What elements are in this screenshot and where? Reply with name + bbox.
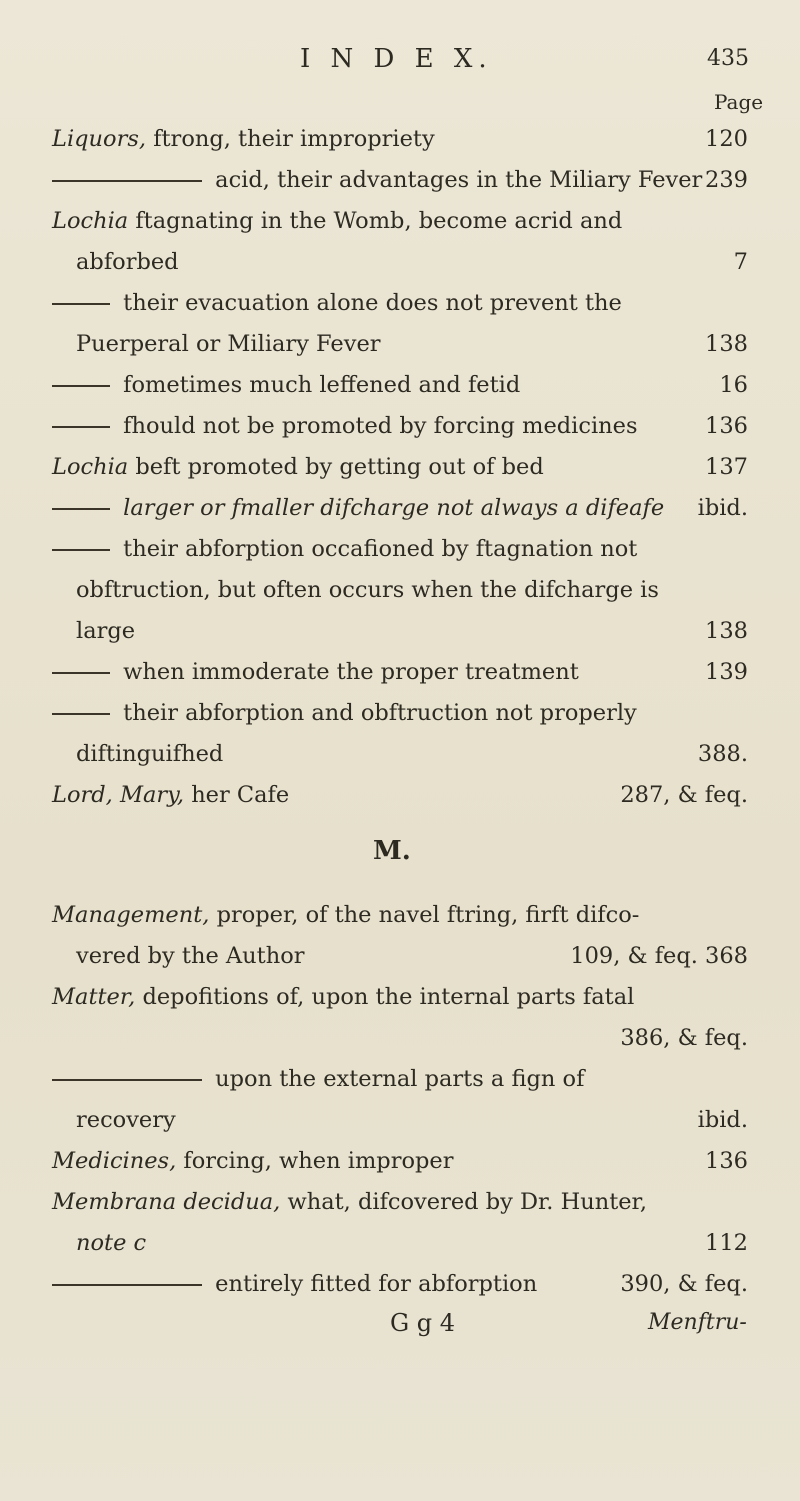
index-entry-continued [76,573,766,607]
entry-head: Matter, [52,984,143,1010]
entry-page: 138 [705,331,748,357]
entry-text: fhould not be promoted by forcing medicines [123,413,638,439]
entry-text: proper, of the navel ftring, firft difco- [216,902,640,928]
entry-text: large [76,618,136,644]
ditto-dash [52,713,110,715]
index-entry [52,1062,742,1096]
entry-head: Liquors, [52,126,154,152]
index-entry [52,163,703,197]
index-entry [52,450,652,484]
ditto-dash [52,1079,202,1081]
index-entry-continued [76,327,636,361]
ditto-dash [52,508,110,510]
index-entry [52,286,742,320]
ditto-dash [52,549,110,551]
entry-text: forcing, when improper [183,1148,454,1174]
entry-text: ftrong, their impropriety [153,126,435,152]
page-number: 435 [707,46,749,71]
index-entry [52,898,742,932]
index-entry [52,409,652,443]
page-header [0,44,800,80]
entry-text: larger or fmaller difcharge not always a difeafe [123,495,665,521]
index-entry [52,1185,742,1219]
entry-head: Lochia [52,208,136,234]
running-title: I N D E X. [300,44,493,74]
entry-page: 139 [705,659,748,685]
entry-page: ibid. [697,1107,748,1133]
entry-page: 7 [733,249,748,275]
entry-text: depofitions of, upon the internal parts fatal [142,984,635,1010]
index-entry [52,1267,612,1301]
index-entry [52,122,652,156]
entry-head: Membrana decidua, [52,1189,288,1215]
entry-page: 137 [705,454,748,480]
signature-mark: G g 4 [390,1309,456,1337]
entry-page: 109, & feq. 368 [570,943,748,969]
index-entry-continued [76,614,636,648]
index-entry-continued [76,245,636,279]
entry-page: ibid. [697,495,748,521]
entry-text: vered by the Author [76,943,305,969]
index-entry [52,491,665,525]
entry-page: 386, & feq. [620,1025,748,1051]
ditto-dash [52,672,110,674]
entry-text: their evacuation alone does not prevent the [123,290,622,316]
entry-page: 388. [697,741,748,767]
entry-page: 287, & feq. [620,782,748,808]
entry-text: her Cafe [191,782,290,808]
index-entry [52,1144,652,1178]
entry-text: beft promoted by getting out of bed [135,454,544,480]
entry-text: ftagnating in the Womb, become acrid and [135,208,623,234]
entry-text: fometimes much leffened and fetid [123,372,521,398]
entry-text: recovery [76,1107,176,1133]
page-column-label: Page [714,90,764,114]
ditto-dash [52,180,202,182]
index-entry-continued [76,1226,636,1260]
entry-text: what, difcovered by Dr. Hunter, [287,1189,647,1215]
entry-text: entirely fitted for abforption [215,1271,538,1297]
entry-head: Lochia [52,454,136,480]
entry-text: obftruction, but often occurs when the difcharge is [76,577,659,603]
entry-head: Lord, Mary, [52,782,192,808]
entry-page: 136 [705,413,748,439]
entry-page: 138 [705,618,748,644]
entry-page: 390, & feq. [620,1271,748,1297]
index-entry [52,532,742,566]
entry-head: Medicines, [52,1148,184,1174]
entry-text: their abforption occafioned by ftagnation not [123,536,638,562]
entry-page: 136 [705,1148,748,1174]
index-entry-continued [76,1103,636,1137]
ditto-dash [52,1284,202,1286]
entry-head: Management, [52,902,217,928]
ditto-dash [52,426,110,428]
entry-text: diftinguifhed [76,741,224,767]
index-entry [52,696,742,730]
entry-page: 16 [719,372,748,398]
entry-page: 239 [705,167,748,193]
entry-text: when immoderate the proper treatment [123,659,579,685]
index-entry [52,778,532,812]
section-letter: M. [373,836,411,866]
ditto-dash [52,385,110,387]
index-entry [52,655,652,689]
index-entry [52,204,742,238]
entry-text: upon the external parts a fign of [215,1066,585,1092]
entry-page: 120 [705,126,748,152]
entry-text: abforbed [76,249,179,275]
index-entry-continued [76,939,496,973]
entry-text: Puerperal or Miliary Fever [76,331,381,357]
entry-text: their abforption and obftruction not properly [123,700,637,726]
entry-page: 112 [705,1230,748,1256]
index-entry [52,980,742,1014]
index-entry [52,368,652,402]
entry-text: note c [76,1230,147,1256]
ditto-dash [52,303,110,305]
entry-text: acid, their advantages in the Miliary Fever [215,167,703,193]
index-entry-continued [76,737,636,771]
catchword: Menftru- [648,1310,747,1335]
